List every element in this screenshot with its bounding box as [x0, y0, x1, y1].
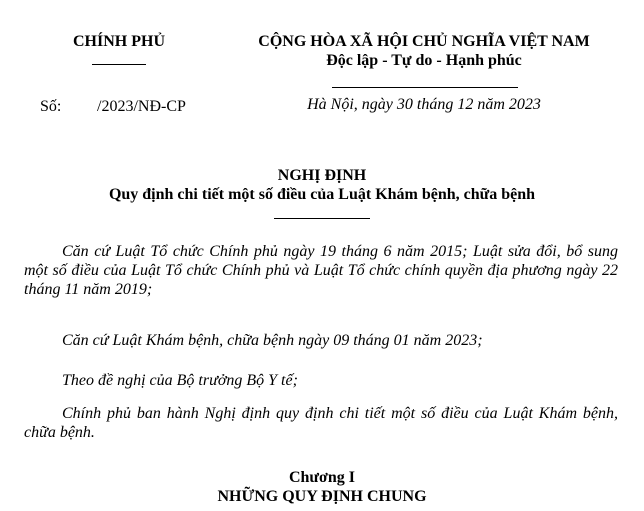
preamble-paragraph: Chính phủ ban hành Nghị định quy định chi tiết một số điều của Luật Khám bệnh, chữa bệnh.: [24, 405, 618, 441]
title-underline: [274, 218, 370, 219]
country-name: CỘNG HÒA XÃ HỘI CHỦ NGHĨA VIỆT NAM: [258, 33, 590, 50]
place-and-date: Hà Nội, ngày 30 tháng 12 năm 2023: [307, 96, 541, 113]
preamble-paragraph: Theo đề nghị của Bộ trưởng Bộ Y tế;: [62, 372, 298, 389]
chapter-title: NHỮNG QUY ĐỊNH CHUNG: [217, 488, 427, 505]
document-number: /2023/NĐ-CP: [97, 98, 186, 115]
preamble-paragraph: Căn cứ Luật Tổ chức Chính phủ ngày 19 tháng 6 năm 2015; Luật sửa đổi, bổ sung một số điều của Luật Tổ chức Chính phủ và Luật Tổ chức chính quyền địa phương ngày 22 tháng 11 năm 2019;: [24, 243, 618, 298]
document-number-label: Số:: [40, 98, 62, 115]
document-title: Quy định chi tiết một số điều của Luật Khám bệnh, chữa bệnh: [108, 186, 536, 203]
agency-underline: [92, 64, 146, 65]
chapter-number: Chương I: [288, 469, 356, 486]
preamble-paragraph: Căn cứ Luật Khám bệnh, chữa bệnh ngày 09 tháng 01 năm 2023;: [62, 332, 483, 349]
issuing-agency: CHÍNH PHỦ: [73, 33, 165, 50]
document-type: NGHỊ ĐỊNH: [277, 167, 367, 184]
national-motto: Độc lập - Tự do - Hạnh phúc: [326, 52, 522, 69]
motto-underline: [332, 87, 518, 88]
